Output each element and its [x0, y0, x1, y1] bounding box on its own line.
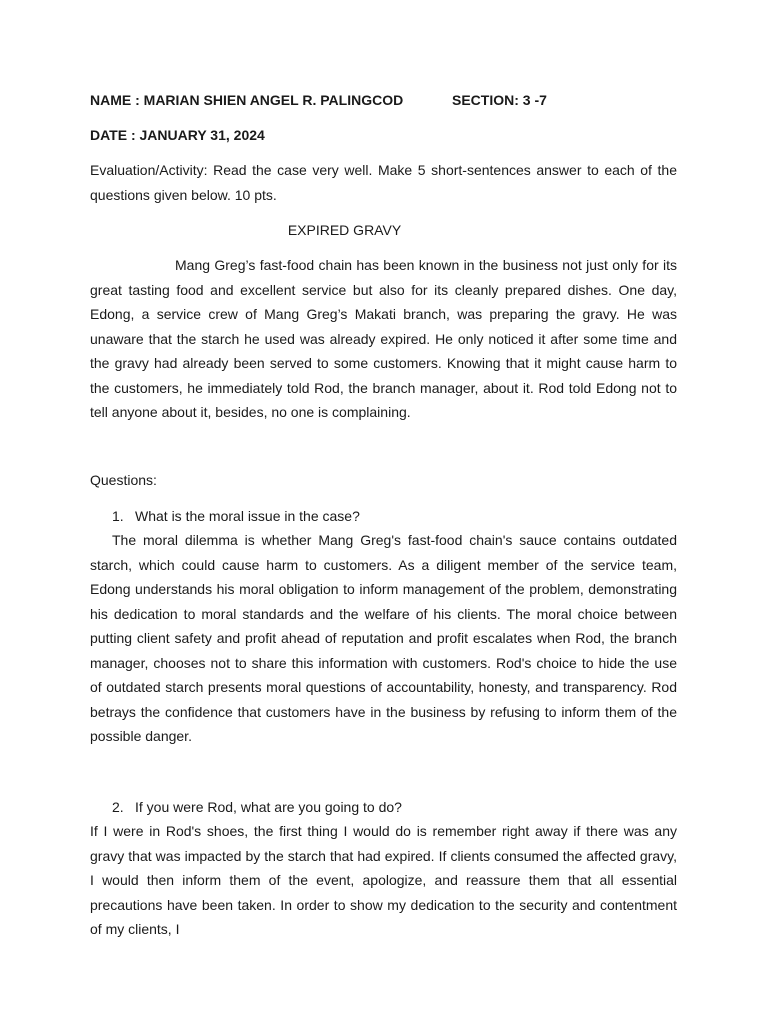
student-name: NAME : MARIAN SHIEN ANGEL R. PALINGCOD: [90, 92, 404, 108]
case-paragraph: Mang Greg’s fast-food chain has been known in the business not just only for its great tasting food and excellent service but also for its cleanly prepared dishes. One day, Edong, a service crew of Mang Greg’s Makati branch, was preparing the gravy. He was unaware that the starch he used was already expired. He only noticed it after some time and the gravy had already been served to some customers. Knowing that it might cause harm to the customers, he immediately told Rod, the branch manager, about it. Rod told Edong not to tell anyone about it, besides, no one is complaining.: [90, 257, 677, 420]
section-label: SECTION: 3 -7: [452, 92, 547, 108]
date-label: DATE : JANUARY 31, 2024: [90, 127, 265, 143]
question-text: What is the moral issue in the case?: [135, 508, 360, 524]
answer-2-paragraph: If I were in Rod's shoes, the first thing I would do is remember right away if there was any gravy that was impacted by the starch that had expired. If clients consumed the affected gravy, I would then inform them of the event, apologize, and reassure them that all essential precautions have been taken. In order to show my dedication to the security and contentment of my clients, I: [90, 823, 677, 937]
case-title: EXPIRED GRAVY: [287, 222, 402, 238]
questions-heading: Questions:: [90, 472, 157, 488]
question-number: 1.: [112, 508, 124, 524]
question-2: [112, 795, 402, 820]
question-number: 2.: [112, 799, 124, 815]
question-text: If you were Rod, what are you going to do?: [135, 799, 402, 815]
answer-1-paragraph: The moral dilemma is whether Mang Greg's fast-food chain's sauce contains outdated starch, which could cause harm to customers. As a diligent member of the service team, Edong understands his moral obligation to inform management of the problem, demonstrating his dedication to moral standards and the welfare of his clients. The moral choice between putting client safety and profit ahead of reputation and profit escalates when Rod, the branch manager, chooses not to share this information with customers. Rod's choice to hide the use of outdated starch presents moral questions of accountability, honesty, and transparency. Rod betrays the confidence that customers have in the business by refusing to inform them of the possible danger.: [90, 532, 677, 744]
instructions-paragraph: Evaluation/Activity: Read the case very well. Make 5 short-sentences answer to each of the questions given below. 10 pts.: [90, 162, 677, 203]
question-1: [112, 504, 360, 529]
